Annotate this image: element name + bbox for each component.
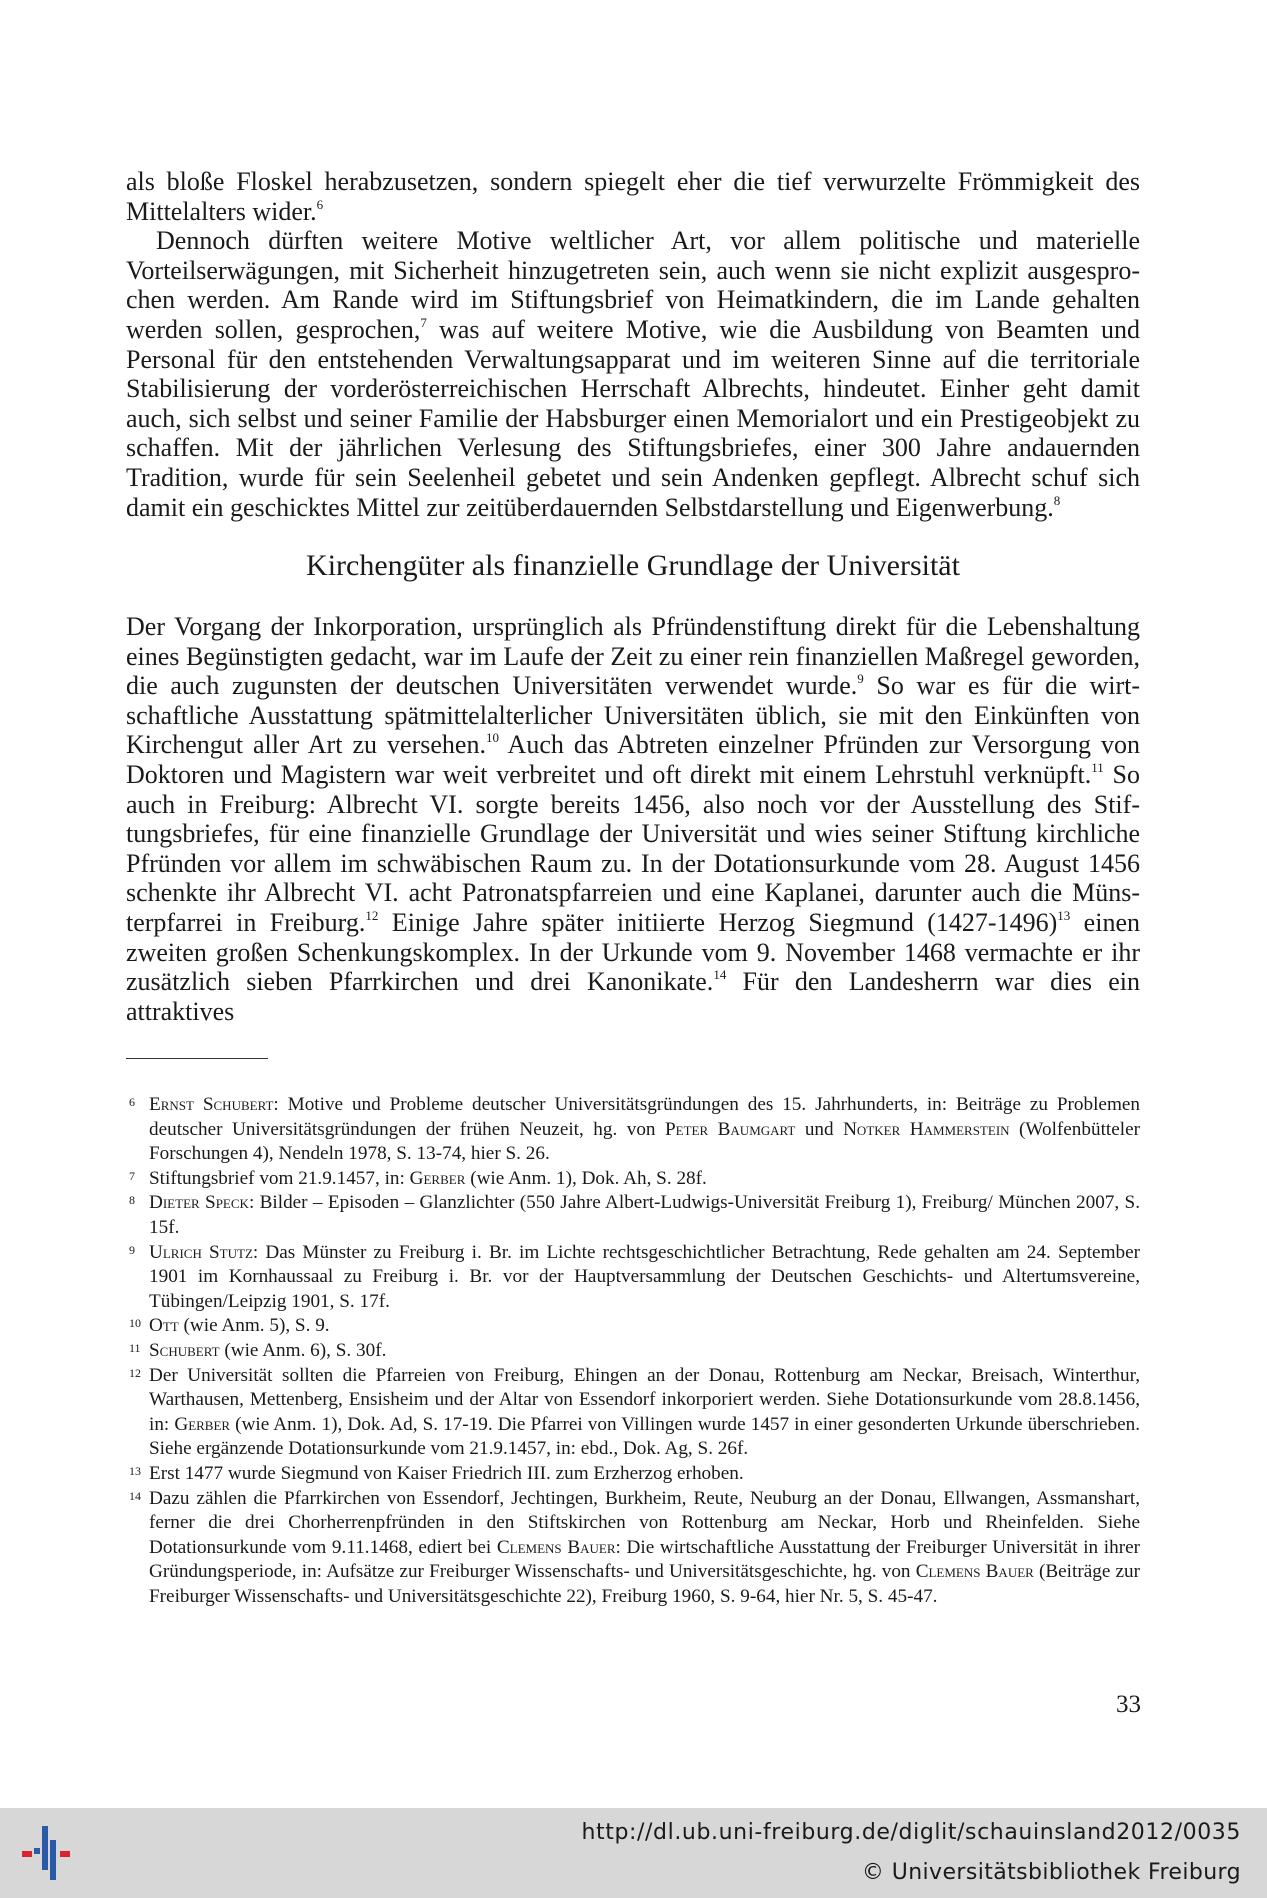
footnotes [126,1093,1140,1609]
copyright-notice: © Universitätsbibliothek Freiburg [861,1860,1241,1885]
footnote-ref-10[interactable]: 10 [485,730,499,746]
footnote-ref-8[interactable]: 8 [1053,492,1061,508]
footnote-ref-12[interactable]: 12 [365,907,379,923]
footnote-ref-14[interactable]: 14 [713,967,727,983]
ub-freiburg-logo-icon[interactable] [18,1822,80,1884]
footnote-8: 8 Dieter Speck: Bilder – Episoden – Glanzlichter (550 Jahre Albert-Ludwigs-Universität Freiburg 1), Freiburg/ München 2007, S. 15f. [129,1192,1140,1238]
body-text-lower [126,612,1140,1026]
footnote-ref-13[interactable]: 13 [1057,907,1071,923]
footer-bar [0,1808,1267,1898]
footnote-ref-7[interactable]: 7 [420,314,427,330]
footnote-divider [126,1058,268,1059]
paragraph-3: Der Vorgang der Inkorporation, ursprünglich als Pfründenstiftung direkt für die Lebenshaltung eines Begünstigten gedacht, war im Laufe der Zeit zu einer rein finanziellen Maßregel geworden, die auch zugunsten der deutschen Universitäten verwendet wurde.$^9$ So war es für die wirtschaftliche Ausstattung spätmittelalterlicher Universitäten üblich, sie mit den Einkünften von Kirchengut aller Art zu versehen.$^{10}$ Auch das Abtreten einzelner Pfründen zur Versorgung von Doktoren und Magistern war weit verbreitet und oft direkt mit einem Lehrstuhl verknüpft.$^{11}$ So auch in Freiburg: Albrecht VI. sorgte bereits 1456, also noch vor der Ausstellung des Stiftungsbriefes, für eine finanzielle Grundlage der Universität und wies seiner Stiftung kirchliche Pfründen vor allem im schwäbischen Raum zu. In der Dotationsurkunde vom 28. August 1456 schenkte ihr Albrecht VI. acht Patronatspfarreien und eine Kaplanei, darunter auch die Münsterpfarrei in Freiburg.$^{12}$ Einige Jahre später initiierte Herzog Siegmund (1427-1496)$^{13}$ einen zweiten großen Schenkungskomplex. In der Urkunde vom 9. November 1468 vermachte er ihr zusätzlich sieben Pfarrkirchen und drei Kanonikate.$^{14}$ Für den Landesherrn war dies ein attraktives [126,612,1141,1026]
footnote-ref-6[interactable]: 6 [316,196,324,212]
footnote-9: 9 Ulrich Stutz: Das Münster zu Freiburg i. Br. im Lichte rechtsgeschichtlicher Betrachtung, Rede gehalten am 24. September 1901 im Kornhaussaal zu Freiburg i. Br. vor der Hauptversammlung der Deutschen Geschichts- und Altertumsvereine, Tübingen/Leipzig 1901, S. 17f. [129,1241,1140,1312]
footnote-11: 11 Schubert (wie Anm. 6), S. 30f. [129,1339,387,1361]
paragraph-2: Dennoch dürften weitere Motive weltlicher Art, vor allem politische und materielle Vorteilserwägungen, mit Sicherheit hinzugetreten sein, auch wenn sie nicht explizit ausgesprochen werden. Am Rande wird im Stiftungsbrief von Heimatkindern, die im Lande gehalten werden sollen, gesprochen,$^7$ was auf weitere Motive, wie die Ausbildung von Beamten und Personal für den entstehenden Verwaltungsapparat und im weiteren Sinne auf die territoriale Stabilisierung der vorderösterreichischen Herrschaft Albrechts, hindeutet. Einher geht damit auch, sich selbst und seiner Familie der Habsburger einen Memorialort und ein Prestigeobjekt zu schaffen. Mit der jährlichen Verlesung des Stiftungsbriefes, einer 300 Jahre andauernden Tradition, wurde für sein Seelenheil gebetet und sein Andenken gepflegt. Albrecht schuf sich damit ein geschicktes Mittel zur zeitüberdauernden Selbstdarstellung und Eigenwerbung.$^8$ [126,226,1140,522]
footnote-ref-11[interactable]: 11 [1091,759,1104,775]
footnote-13: 13 Erst 1477 wurde Siegmund von Kaiser Friedrich III. zum Erzherzog erhoben. [129,1462,744,1484]
footnote-ref-9[interactable]: 9 [857,671,864,687]
page-number: 33 [1116,1691,1141,1718]
footnote-6: 6 Ernst Schubert: Motive und Probleme deutscher Universitätsgründungen des 15. Jahrhunderts, in: Beiträge zu Problemen deutscher Universitätsgründungen der frühen Neuzeit, hg. von Peter Baumgart und Notker Hammerstein (Wolfenbütteler Forschungen 4), Nendeln 1978, S. 13-74, hier S. 26. [129,1094,1141,1165]
paragraph-1: als bloße Floskel herabzusetzen, sondern spiegelt eher die tief verwurzelte Frömmigkeit des Mittelalters wider.$^6$ [126,167,1140,226]
footnote-12: 12 Der Universität sollten die Pfarreien von Freiburg, Ehingen an der Donau, Rottenburg am Neckar, Breisach, Winterthur, Warthausen, Mettenberg, Ensisheim und der Altar von Essendorf inkorporiert werden. Siehe Dotationsurkunde vom 28.8.1456, in: Gerber (wie Anm. 1), Dok. Ad, S. 17-19. Die Pfarrei von Villingen wurde 1457 in einer gesonderten Urkunde überschrieben. Siehe ergänzende Dotationsurkunde vom 21.9.1457, in: ebd., Dok. Ag, S. 26f. [129,1364,1140,1460]
body-text-upper [126,167,1140,522]
footnote-10: 10 Ott (wie Anm. 5), S. 9. [129,1315,330,1337]
source-url-link[interactable]: http://dl.ub.uni-freiburg.de/diglit/schauinsland2012/0035 [581,1820,1241,1845]
footnote-7: 7 Stiftungsbrief vom 21.9.1457, in: Gerber (wie Anm. 1), Dok. Ah, S. 28f. [129,1167,707,1189]
section-heading: Kirchengüter als finanzielle Grundlage der Universität [306,549,960,582]
footnote-14: 14 Dazu zählen die Pfarrkirchen von Essendorf, Jechtingen, Burkheim, Reute, Neuburg an der Donau, Ellwangen, Assmanshart, ferner die drei Chorherrenpfründen in den Stiftskirchen von Rottenburg am Neckar, Horb und Rheinfelden. Siehe Dotationsurkunde vom 9.11.1468, ediert bei Clemens Bauer: Die wirtschaftliche Ausstattung der Freiburger Universität in ihrer Gründungsperiode, in: Aufsätze zur Freiburger Wissenschafts- und Universitätsgeschichte, hg. von Clemens Bauer (Beiträge zur Freiburger Wissenschafts- und Universitätsgeschichte 22), Freiburg 1960, S. 9-64, hier Nr. 5, S. 45-47. [129,1487,1141,1607]
